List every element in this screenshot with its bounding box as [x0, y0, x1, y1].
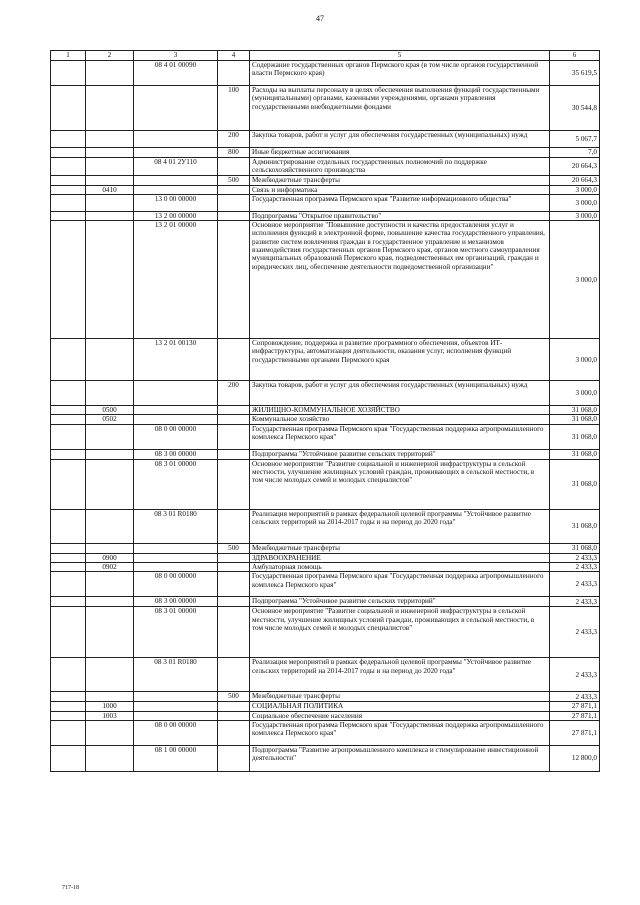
row-col-1 [51, 449, 86, 459]
row-expense-type [218, 185, 250, 194]
row-target-article: 08 3 01 R0180 [134, 509, 218, 543]
row-amount: 20 664,3 [550, 158, 600, 176]
row-amount: 31 068,0 [550, 459, 600, 509]
row-expense-type [218, 607, 250, 658]
row-name: Подпрограмма "Устойчивое развитие сельских территорий" [250, 597, 550, 607]
row-expense-type [218, 459, 250, 509]
row-section-code [86, 607, 134, 658]
row-expense-type: 100 [218, 86, 250, 131]
row-target-article [134, 175, 218, 185]
row-col-1 [51, 185, 86, 194]
row-section-code [86, 658, 134, 692]
row-name: Основное мероприятие "Развитие социальной и инженерной инфраструктуры в сельской местности, улучшение жилищных условий граждан, проживающих в сельской местности, в том числе молодых семей и молодых специалистов" [250, 607, 550, 658]
row-expense-type [218, 720, 250, 745]
row-expense-type [218, 61, 250, 86]
row-name: СОЦИАЛЬНАЯ ПОЛИТИКА [250, 702, 550, 711]
row-section-code: 1000 [86, 702, 134, 711]
row-section-code: 0902 [86, 563, 134, 572]
row-expense-type [218, 424, 250, 449]
row-section-code: 1003 [86, 711, 134, 720]
row-section-code [86, 509, 134, 543]
row-amount: 2 433,3 [550, 563, 600, 572]
table-row [51, 543, 600, 553]
row-expense-type: 500 [218, 543, 250, 553]
row-amount: 30 544,8 [550, 86, 600, 131]
row-section-code: 0500 [86, 406, 134, 415]
row-section-code [86, 175, 134, 185]
row-col-1 [51, 148, 86, 158]
row-target-article: 13 0 00 00000 [134, 194, 218, 211]
row-expense-type [218, 221, 250, 339]
row-section-code: 0502 [86, 415, 134, 424]
table-row [51, 148, 600, 158]
row-amount: 3 000,0 [550, 211, 600, 220]
row-section-code [86, 459, 134, 509]
row-col-1 [51, 424, 86, 449]
row-target-article: 08 3 00 00000 [134, 449, 218, 459]
table-row [51, 415, 600, 424]
table-row [51, 553, 600, 562]
table-row [51, 194, 600, 211]
row-amount: 2 433,3 [550, 607, 600, 658]
row-name: ЖИЛИЩНО-КОММУНАЛЬНОЕ ХОЗЯЙСТВО [250, 406, 550, 415]
row-name: Государственная программа Пермского края "Развитие информационного общества" [250, 194, 550, 211]
row-expense-type [218, 572, 250, 597]
row-target-article: 08 4 01 00090 [134, 61, 218, 86]
row-col-1 [51, 509, 86, 543]
row-name: Государственная программа Пермского края "Государственная поддержка агропромышленного комплекса Пермского края" [250, 720, 550, 745]
row-col-1 [51, 158, 86, 176]
row-col-1 [51, 745, 86, 771]
row-amount: 3 000,0 [550, 194, 600, 211]
table-row [51, 406, 600, 415]
row-target-article: 08 0 00 00000 [134, 424, 218, 449]
row-name: Амбулаторная помощь [250, 563, 550, 572]
table-row [51, 424, 600, 449]
table-row [51, 221, 600, 339]
row-col-1 [51, 175, 86, 185]
row-name: Социальное обеспечение населения [250, 711, 550, 720]
row-target-article [134, 86, 218, 131]
row-target-article [134, 415, 218, 424]
row-section-code [86, 61, 134, 86]
row-expense-type [218, 339, 250, 381]
row-section-code [86, 424, 134, 449]
header-col-5: 5 [250, 51, 550, 61]
row-amount: 2 433,3 [550, 553, 600, 562]
table-row [51, 509, 600, 543]
row-col-1 [51, 86, 86, 131]
row-amount: 31 068,0 [550, 449, 600, 459]
row-amount: 2 433,3 [550, 692, 600, 702]
row-section-code [86, 572, 134, 597]
row-target-article [134, 406, 218, 415]
row-target-article: 13 2 01 00130 [134, 339, 218, 381]
row-target-article: 08 3 00 00000 [134, 597, 218, 607]
page-number: 47 [316, 14, 324, 23]
row-expense-type [218, 702, 250, 711]
row-amount: 27 871,1 [550, 711, 600, 720]
row-section-code [86, 720, 134, 745]
row-name: Подпрограмма "Открытое правительство" [250, 211, 550, 220]
footer-code: 717-18 [62, 885, 79, 891]
table-row [51, 711, 600, 720]
row-col-1 [51, 459, 86, 509]
row-target-article: 08 3 01 R0180 [134, 658, 218, 692]
row-amount: 3 000,0 [550, 221, 600, 339]
table-row [51, 692, 600, 702]
row-expense-type [218, 158, 250, 176]
row-name: Администрирование отдельных государственных полномочий по поддержке сельскохозяйственного производства [250, 158, 550, 176]
row-col-1 [51, 221, 86, 339]
row-target-article [134, 543, 218, 553]
row-target-article: 08 0 00 00000 [134, 720, 218, 745]
row-expense-type [218, 449, 250, 459]
row-col-1 [51, 692, 86, 702]
table-row [51, 339, 600, 381]
row-amount: 27 871,1 [550, 720, 600, 745]
row-expense-type [218, 509, 250, 543]
row-target-article: 08 3 01 00000 [134, 459, 218, 509]
header-col-3: 3 [134, 51, 218, 61]
row-amount: 3 000,0 [550, 339, 600, 381]
row-expense-type [218, 553, 250, 562]
header-col-2: 2 [86, 51, 134, 61]
row-name: Закупка товаров, работ и услуг для обеспечения государственных (муниципальных) нужд [250, 131, 550, 148]
row-amount: 31 068,0 [550, 509, 600, 543]
row-name: Межбюджетные трансферты [250, 692, 550, 702]
row-section-code [86, 158, 134, 176]
table-row [51, 381, 600, 406]
row-name: Подпрограмма "Устойчивое развитие сельских территорий" [250, 449, 550, 459]
row-target-article [134, 131, 218, 148]
row-expense-type [218, 406, 250, 415]
row-col-1 [51, 702, 86, 711]
row-name: Межбюджетные трансферты [250, 175, 550, 185]
row-amount: 20 664,3 [550, 175, 600, 185]
row-target-article: 13 2 01 00000 [134, 221, 218, 339]
table-row [51, 702, 600, 711]
table-header-row [51, 51, 600, 61]
header-col-4: 4 [218, 51, 250, 61]
row-section-code [86, 86, 134, 131]
row-expense-type [218, 711, 250, 720]
row-amount: 35 619,5 [550, 61, 600, 86]
row-expense-type: 800 [218, 148, 250, 158]
row-amount: 12 800,0 [550, 745, 600, 771]
row-target-article [134, 563, 218, 572]
row-amount: 27 871,1 [550, 702, 600, 711]
row-expense-type [218, 563, 250, 572]
table-row [51, 158, 600, 176]
row-col-1 [51, 131, 86, 148]
row-target-article [134, 185, 218, 194]
row-amount: 3 000,0 [550, 185, 600, 194]
row-name: Государственная программа Пермского края "Государственная поддержка агропромышленного комплекса Пермского края" [250, 572, 550, 597]
table-row [51, 658, 600, 692]
row-target-article [134, 553, 218, 562]
row-expense-type [218, 658, 250, 692]
table-row [51, 86, 600, 131]
row-target-article [134, 711, 218, 720]
row-amount: 2 433,3 [550, 658, 600, 692]
row-amount: 2 433,3 [550, 597, 600, 607]
row-section-code [86, 211, 134, 220]
row-col-1 [51, 339, 86, 381]
table-row [51, 745, 600, 771]
row-name: ЗДРАВООХРАНЕНИЕ [250, 553, 550, 562]
row-name: Реализация мероприятий в рамках федеральной целевой программы "Устойчивое развитие сельских территорий на 2014-2017 годы и на период до 2020 года" [250, 658, 550, 692]
table-row [51, 563, 600, 572]
row-section-code [86, 449, 134, 459]
row-col-1 [51, 711, 86, 720]
row-col-1 [51, 597, 86, 607]
row-col-1 [51, 415, 86, 424]
row-expense-type [218, 211, 250, 220]
row-amount: 5 067,7 [550, 131, 600, 148]
row-name: Расходы на выплаты персоналу в целях обеспечения выполнения функций государственными (муниципальными) органами, казенными учреждениями, органами управления государственными внебюджетными фондами [250, 86, 550, 131]
row-section-code [86, 597, 134, 607]
row-name: Подпрограмма "Развитие агропромышленного комплекса и стимулирование инвестиционной деятельности" [250, 745, 550, 771]
row-col-1 [51, 543, 86, 553]
row-expense-type [218, 597, 250, 607]
row-amount: 31 068,0 [550, 543, 600, 553]
row-name: Коммунальное хозяйство [250, 415, 550, 424]
row-section-code [86, 381, 134, 406]
row-name: Связь и информатика [250, 185, 550, 194]
header-col-1: 1 [51, 51, 86, 61]
table-row [51, 131, 600, 148]
row-name: Основное мероприятие "Повышение доступности и качества предоставления услуг и исполнения функций в электронной форме, повышение качества государственного управления, развитие систем вовлечения граждан в государственное управление и механизмов взаимодействия государственных органов Пермского края, органов местного самоуправления муниципальных образований Пермского края, подведомственных им организаций, граждан и юридических лиц, обеспечение деятельности подведомственной организации" [250, 221, 550, 339]
row-expense-type: 200 [218, 131, 250, 148]
row-target-article: 08 1 00 00000 [134, 745, 218, 771]
row-amount: 3 000,0 [550, 381, 600, 406]
row-target-article: 08 3 01 00000 [134, 607, 218, 658]
row-section-code [86, 194, 134, 211]
row-name: Иные бюджетные ассигнования [250, 148, 550, 158]
row-target-article: 08 4 01 2У110 [134, 158, 218, 176]
row-col-1 [51, 553, 86, 562]
row-section-code [86, 543, 134, 553]
row-col-1 [51, 381, 86, 406]
row-expense-type [218, 194, 250, 211]
table-row [51, 61, 600, 86]
budget-table [50, 50, 600, 772]
row-col-1 [51, 194, 86, 211]
row-name: Закупка товаров, работ и услуг для обеспечения государственных (муниципальных) нужд [250, 381, 550, 406]
row-col-1 [51, 658, 86, 692]
row-name: Содержание государственных органов Пермского края (в том числе органов государственной власти Пермского края) [250, 61, 550, 86]
table-row [51, 185, 600, 194]
row-target-article [134, 148, 218, 158]
row-col-1 [51, 211, 86, 220]
row-target-article [134, 692, 218, 702]
table-row [51, 720, 600, 745]
row-expense-type [218, 745, 250, 771]
table-row [51, 597, 600, 607]
row-amount: 31 068,0 [550, 406, 600, 415]
row-expense-type [218, 415, 250, 424]
table-row [51, 449, 600, 459]
table-row [51, 211, 600, 220]
row-target-article: 08 0 00 00000 [134, 572, 218, 597]
row-section-code [86, 148, 134, 158]
row-target-article: 13 2 00 00000 [134, 211, 218, 220]
row-expense-type: 500 [218, 175, 250, 185]
row-expense-type: 200 [218, 381, 250, 406]
row-section-code [86, 339, 134, 381]
table-row [51, 175, 600, 185]
row-section-code [86, 131, 134, 148]
row-section-code [86, 692, 134, 702]
row-amount: 31 068,0 [550, 424, 600, 449]
row-section-code: 0900 [86, 553, 134, 562]
row-col-1 [51, 572, 86, 597]
row-amount: 7,0 [550, 148, 600, 158]
row-name: Основное мероприятие "Развитие социальной и инженерной инфраструктуры в сельской местности, улучшение жилищных условий граждан, проживающих в сельской местности, в том числе молодых семей и молодых специалистов" [250, 459, 550, 509]
row-col-1 [51, 61, 86, 86]
row-name: Реализация мероприятий в рамках федеральной целевой программы "Устойчивое развитие сельских территорий на 2014-2017 годы и на период до 2020 года" [250, 509, 550, 543]
row-section-code [86, 221, 134, 339]
table-row [51, 607, 600, 658]
row-amount: 31 068,0 [550, 415, 600, 424]
row-section-code [86, 745, 134, 771]
row-col-1 [51, 406, 86, 415]
row-col-1 [51, 720, 86, 745]
row-amount: 2 433,3 [550, 572, 600, 597]
row-name: Сопровождение, поддержка и развитие программного обеспечения, объектов ИТ-инфраструктуры, автоматизация деятельности, оказания услуг, исполнения функций государственными органами Пермского края [250, 339, 550, 381]
row-name: Государственная программа Пермского края "Государственная поддержка агропромышленного комплекса Пермского края" [250, 424, 550, 449]
table-row [51, 459, 600, 509]
row-expense-type: 500 [218, 692, 250, 702]
row-target-article [134, 381, 218, 406]
row-col-1 [51, 607, 86, 658]
row-target-article [134, 702, 218, 711]
row-section-code: 0410 [86, 185, 134, 194]
row-col-1 [51, 563, 86, 572]
table-row [51, 572, 600, 597]
row-name: Межбюджетные трансферты [250, 543, 550, 553]
header-col-6: 6 [550, 51, 600, 61]
